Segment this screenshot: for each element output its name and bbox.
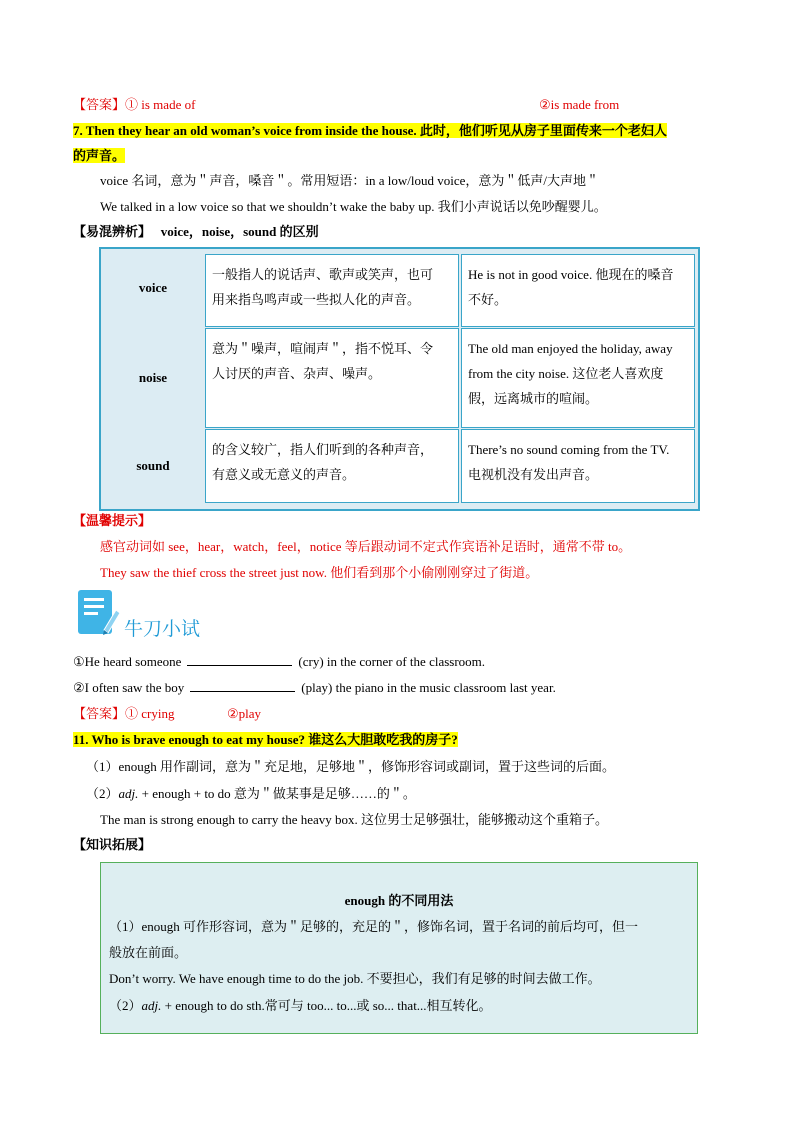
item11-heading: 11. Who is brave enough to eat my house? 谁这么大胆敢吃我的房子? [73, 732, 458, 747]
table-row-word: sound [136, 458, 170, 473]
knowledge-example: Don’t worry. We have enough time to do the job. 不要担心，我们有足够的时间去做工作。 [109, 971, 601, 986]
knowledge-point-1: （1）enough 可作形容词，意为＂足够的，充足的＂，修饰名词，置于名词的前后均可，但一 [109, 919, 639, 934]
answer-tag: 【答案】 [73, 97, 126, 112]
practice-question-1: ①He heard someone (cry) in the corner of the classroom. [73, 654, 486, 669]
item7-heading-cont: 的声音。 [73, 148, 126, 163]
table-row-word: noise [138, 370, 168, 385]
knowledge-box [100, 862, 698, 1034]
table-row-example: He is not in good voice. 他现在的嗓音 不好。 [461, 254, 695, 327]
answer-b: ②is made from [539, 97, 620, 112]
confusion-heading: 【易混辨析】 voice，noise，sound 的区别 [73, 224, 319, 239]
comparison-table [99, 247, 700, 511]
knowledge-title: enough 的不同用法 [344, 893, 454, 908]
knowledge-point-2: （2）adj. + enough to do sth.常可与 too... to...或 so... that...相互转化。 [109, 998, 492, 1013]
table-row-definition: 意为＂噪声，喧闹声＂，指不悦耳、令 人讨厌的声音、杂声、噪声。 [205, 328, 459, 428]
item7-heading: 7. Then they hear an old woman’s voice from inside the house. 此时，他们听见从房子里面传来一个老妇人 [73, 123, 667, 138]
table-row-example: There’s no sound coming from the TV. 电视机没有发出声音。 [461, 429, 695, 503]
item11-example: The man is strong enough to carry the heavy box. 这位男士足够强壮，能够搬动这个重箱子。 [100, 812, 609, 827]
knowledge-heading: 【知识拓展】 [73, 837, 152, 852]
answer-blank[interactable] [190, 679, 295, 692]
practice-answer: 【答案】① crying [73, 706, 175, 721]
answer-blank[interactable] [187, 653, 292, 666]
notepad-icon [76, 588, 120, 638]
table-row-word: voice [138, 280, 168, 295]
item7-example: We talked in a low voice so that we shouldn’t wake the baby up. 我们小声说话以免吵醒婴儿。 [100, 199, 607, 214]
table-row-definition: 的含义较广，指人们听到的各种声音， 有意义或无意义的声音。 [205, 429, 459, 503]
item11-point-2: （2）adj. + enough + to do 意为＂做某事是足够……的＂。 [86, 786, 416, 801]
knowledge-point-1-cont: 般放在前面。 [109, 945, 188, 960]
practice-answer-2: ②play [227, 706, 262, 721]
item7-note: voice 名词，意为＂声音，嗓音＂。常用短语：in a low/loud voice，意为＂低声/大声地＂ [100, 173, 600, 188]
table-row-definition: 一般指人的说话声、歌声或笑声，也可 用来指鸟鸣声或一些拟人化的声音。 [205, 254, 459, 327]
practice-question-2: ②I often saw the boy (play) the piano in the music classroom last year. [73, 680, 556, 695]
tip-line-2: They saw the thief cross the street just now. 他们看到那个小偷刚刚穿过了街道。 [100, 565, 539, 580]
practice-title: 牛刀小试 [124, 618, 201, 640]
tip-line-1: 感官动词如 see，hear，watch，feel，notice 等后跟动词不定式作宾语补足语时，通常不带 to。 [100, 539, 632, 554]
tip-heading: 【温馨提示】 [73, 513, 152, 528]
answer-line-1 [73, 95, 195, 115]
item11-point-1: （1）enough 用作副词，意为＂充足地，足够地＂，修饰形容词或副词，置于这些词的后面。 [86, 759, 616, 774]
table-row-example: The old man enjoyed the holiday, away from the city noise. 这位老人喜欢度 假，远离城市的喧闹。 [461, 328, 695, 428]
answer-a: ① is made of [125, 97, 196, 112]
